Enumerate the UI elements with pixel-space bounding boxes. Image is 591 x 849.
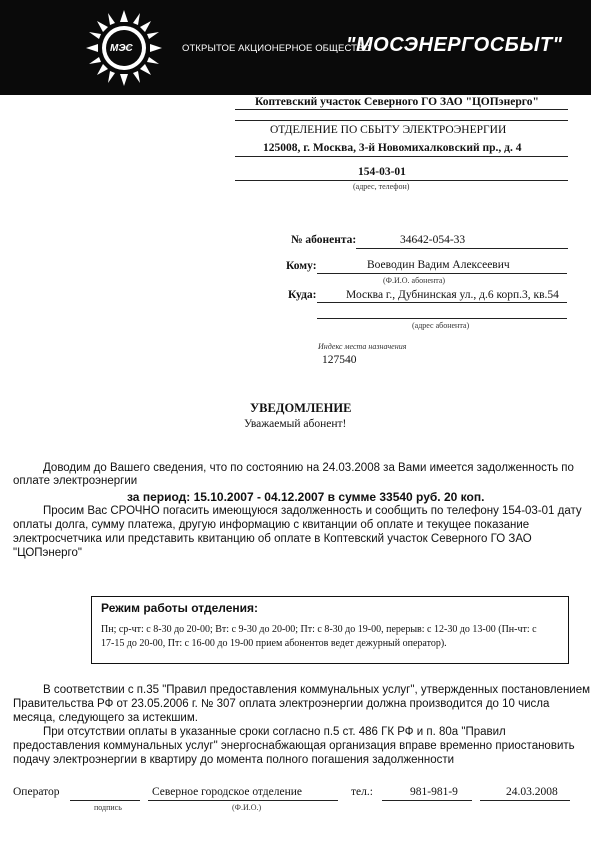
account-value: 34642-054-33: [400, 234, 466, 246]
operator-phone: 981-981-9: [410, 786, 458, 798]
address-underline: [317, 302, 567, 303]
divider: [235, 156, 568, 157]
legal-paragraph-line: предоставления коммунальных услуг" энергоснабжающая организация вправе временно приостановить: [13, 740, 575, 752]
request-paragraph-line: Просим Вас СРОЧНО погасить имеющуюся задолженность и сообщить по телефону 154-03-01 дату: [43, 505, 582, 517]
sender-line-1: Коптевский участок Северного ГО ЗАО "ЦОПэнерго": [255, 96, 539, 108]
legal-paragraph-line: При отсутствии оплаты в указанные сроки согласно п.5 ст. 486 ГК РФ и п. 80а "Правил: [43, 726, 506, 738]
letterhead-band: [0, 0, 591, 95]
name-underline: [317, 273, 567, 274]
legal-paragraph-line: Правительства РФ от 23.05.2006 г. № 307 оплата электроэнергии должна производится до 10 числа: [13, 698, 550, 710]
request-paragraph-line: "ЦОПэнерго": [13, 547, 82, 559]
phone-label: тел.:: [351, 786, 373, 798]
operator-label: Оператор: [13, 786, 60, 798]
notice-paragraph-line: оплате электроэнергии: [13, 475, 138, 487]
address-caption: (адрес абонента): [412, 321, 470, 330]
legal-paragraph-line: месяца, следующего за истекшим.: [13, 712, 198, 724]
signature-caption: подпись: [94, 803, 122, 812]
phone-line: [382, 800, 472, 801]
index-value: 127540: [322, 354, 357, 366]
sender-phone: 154-03-01: [358, 166, 406, 178]
schedule-line: 17-15 до 20-00, Пт: с 16-00 до 19-00 прием абонентов ведет дежурный оператор).: [101, 638, 447, 649]
recipient-address: Москва г., Дубнинская ул., д.6 корп.3, кв.54: [346, 289, 559, 301]
address-underline: [317, 318, 567, 319]
account-label: № абонента:: [291, 234, 357, 246]
footer-date: 24.03.2008: [506, 786, 558, 798]
sender-caption: (адрес, телефон): [353, 182, 410, 191]
notice-title: УВЕДОМЛЕНИЕ: [250, 401, 352, 415]
schedule-title: Режим работы отделения:: [101, 601, 259, 615]
schedule-line: Пн; ср-чт: с 8-30 до 20-00; Вт: с 9-30 до 20-00; Пт: с 8-30 до 19-00, перерыв: с 12-30 до 13-00 (Пн-чт: с: [101, 624, 537, 635]
name-caption: (Ф.И.О. абонента): [383, 276, 446, 285]
recipient-name: Воеводин Вадим Алексеевич: [367, 259, 510, 271]
divider: [235, 120, 568, 121]
to-label: Кому:: [286, 260, 317, 272]
notice-paragraph-line: Доводим до Вашего сведения, что по состоянию на 24.03.2008 за Вами имеется задолженность по: [43, 462, 574, 474]
request-paragraph-line: электросчетчика или представить квитанцию об оплате в Коптевский участок Северного ГО ЗАО: [13, 533, 532, 545]
company-name: "МОСЭНЕРГОСБЫТ": [346, 34, 563, 56]
sender-address: 125008, г. Москва, 3-й Новомихалковский пр., д. 4: [263, 142, 522, 154]
account-underline: [356, 248, 568, 249]
name-footer-caption: (Ф.И.О.): [232, 803, 262, 812]
greeting: Уважаемый абонент!: [244, 418, 347, 430]
index-label: Индекс места назначения: [318, 342, 407, 351]
name-line: [148, 800, 338, 801]
department-name: Северное городское отделение: [152, 786, 303, 798]
sender-line-2: ОТДЕЛЕНИЕ ПО СБЫТУ ЭЛЕКТРОЭНЕРГИИ: [270, 124, 507, 136]
legal-paragraph-line: подачу электроэнергии в квартиру до момента полного погашения задолженности: [13, 754, 455, 766]
signature-line: [70, 800, 140, 801]
where-label: Куда:: [288, 289, 317, 301]
company-prefix: ОТКРЫТОЕ АКЦИОНЕРНОЕ ОБЩЕСТВО: [182, 43, 371, 54]
debt-period-line: за период: 15.10.2007 - 04.12.2007 в сумме 33540 руб. 20 коп.: [127, 490, 485, 504]
request-paragraph-line: оплаты долга, сумму платежа, другую информацию с квитанции об оплате и текущее показание: [13, 519, 530, 531]
divider: [235, 180, 568, 181]
divider: [235, 109, 568, 110]
logo-text: МЭС: [110, 43, 133, 54]
legal-paragraph-line: В соответствии с п.35 "Правил предоставления коммунальных услуг", утвержденных постановлением: [43, 684, 591, 696]
date-line: [480, 800, 570, 801]
